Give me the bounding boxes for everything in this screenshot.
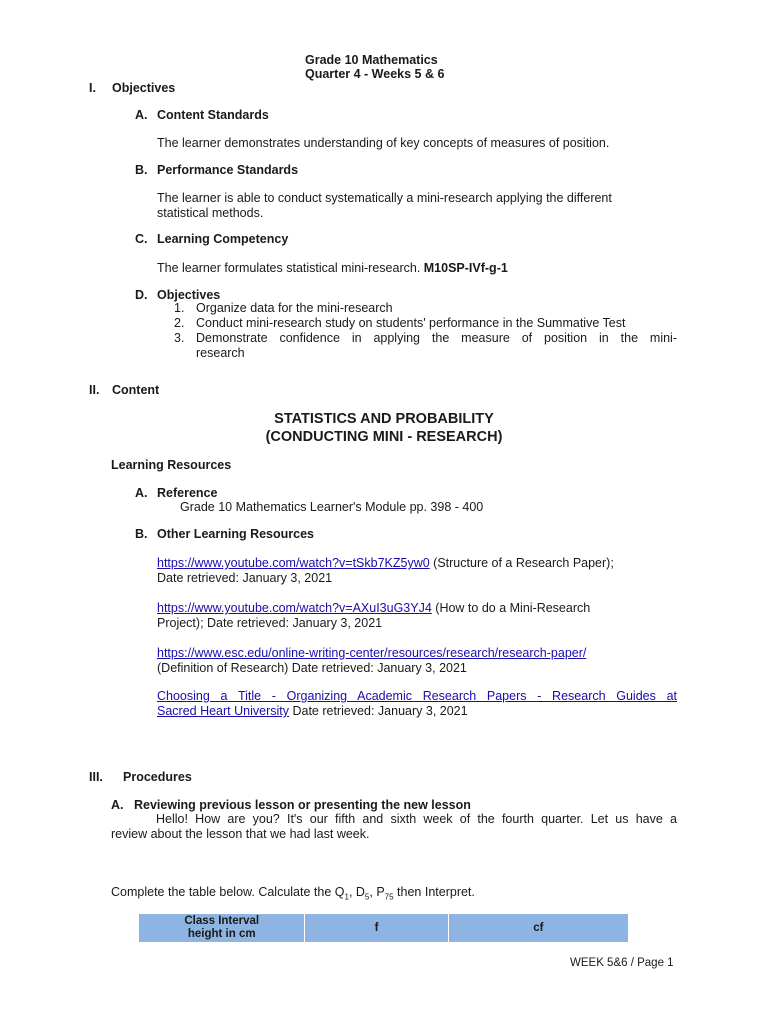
- list-item-number: 3.: [174, 331, 185, 345]
- instruction-text: Complete the table below. Calculate the Q: [111, 885, 345, 899]
- instruction-text: then Interpret.: [393, 885, 475, 899]
- resource-link[interactable]: https://www.esc.edu/online-writing-center/resources/research/research-paper/: [157, 646, 587, 660]
- subsection-title: Reference: [157, 486, 218, 500]
- subsection-title: Other Learning Resources: [157, 527, 314, 541]
- resource-entry: [157, 646, 586, 661]
- list-item: Conduct mini-research study on students' performance in the Summative Test: [196, 316, 626, 330]
- header-line: height in cm: [187, 928, 256, 940]
- review-paragraph: Hello! How are you? It's our fifth and sixth week of the fourth quarter. Let us have a: [156, 812, 677, 826]
- doc-title-line1: Grade 10 Mathematics: [305, 53, 438, 67]
- section-number: I.: [89, 81, 96, 95]
- subsection-letter: A.: [135, 108, 148, 122]
- section-number: II.: [89, 383, 100, 397]
- resource-description: (Structure of a Research Paper);: [429, 556, 614, 570]
- list-item-number: 2.: [174, 316, 185, 330]
- subsection-letter: B.: [135, 163, 148, 177]
- column-header-cumulative-frequency: cf: [448, 914, 628, 943]
- column-header-frequency: f: [305, 914, 448, 943]
- performance-standards-text: The learner is able to conduct systematically a mini-research applying the different: [157, 191, 612, 205]
- subsection-letter: A.: [111, 798, 124, 812]
- list-item-number: 1.: [174, 301, 185, 315]
- lesson-title-line1: STATISTICS AND PROBABILITY: [274, 411, 494, 427]
- list-item: research: [196, 346, 245, 360]
- resource-date: Project); Date retrieved: January 3, 2021: [157, 616, 383, 630]
- subsection-title: Learning Competency: [157, 232, 289, 246]
- resource-entry: [157, 689, 677, 704]
- section-title: Content: [112, 383, 160, 397]
- review-paragraph: review about the lesson that we had last week.: [111, 827, 370, 841]
- learning-resources-heading: Learning Resources: [111, 458, 232, 472]
- subsection-letter: A.: [135, 486, 148, 500]
- q-subscript: 1: [344, 892, 349, 902]
- subsection-title: Performance Standards: [157, 163, 299, 177]
- reference-text: Grade 10 Mathematics Learner's Module pp. 398 - 400: [180, 500, 484, 514]
- resource-date: Date retrieved: January 3, 2021: [289, 704, 468, 718]
- resource-entry: [157, 556, 614, 571]
- performance-standards-text: statistical methods.: [157, 206, 264, 220]
- subsection-letter: C.: [135, 232, 148, 246]
- table-header-row: [139, 914, 629, 943]
- subsection-title: Reviewing previous lesson or presenting the new lesson: [134, 798, 471, 812]
- instruction-text: , D: [348, 885, 365, 899]
- resource-link[interactable]: Choosing a Title - Organizing Academic Research Papers - Research Guides at: [157, 689, 677, 703]
- subsection-title: Objectives: [157, 288, 221, 302]
- lesson-title-line2: (CONDUCTING MINI - RESEARCH): [265, 429, 503, 445]
- competency-code: M10SP-IVf-g-1: [423, 261, 508, 275]
- resource-entry: [157, 704, 468, 719]
- resource-link[interactable]: Sacred Heart University: [157, 704, 289, 718]
- frequency-table: [138, 913, 629, 943]
- content-standards-text: The learner demonstrates understanding of key concepts of measures of position.: [157, 136, 610, 150]
- table-instruction: [111, 885, 475, 905]
- subsection-letter: B.: [135, 527, 148, 541]
- competency-sentence: The learner formulates statistical mini-research.: [157, 261, 424, 275]
- subsection-title: Content Standards: [157, 108, 269, 122]
- resource-date: (Definition of Research) Date retrieved: January 3, 2021: [157, 661, 467, 675]
- section-number: III.: [89, 770, 103, 784]
- p-subscript: 75: [384, 892, 394, 902]
- column-header-class-interval: [139, 914, 305, 943]
- learning-competency-text: [157, 261, 508, 276]
- resource-link[interactable]: https://www.youtube.com/watch?v=tSkb7KZ5yw0: [157, 556, 430, 570]
- resource-entry: [157, 601, 590, 616]
- d-subscript: 5: [364, 892, 370, 902]
- instruction-text: , P: [369, 885, 385, 899]
- resource-link[interactable]: https://www.youtube.com/watch?v=AXuI3uG3YJ4: [157, 601, 432, 615]
- header-line: Class Interval: [184, 915, 260, 927]
- list-item: Demonstrate confidence in applying the measure of position in the mini-: [196, 331, 677, 345]
- page-footer: WEEK 5&6 / Page 1: [570, 957, 674, 969]
- subsection-letter: D.: [135, 288, 148, 302]
- resource-date: Date retrieved: January 3, 2021: [157, 571, 333, 585]
- list-item: Organize data for the mini-research: [196, 301, 393, 315]
- section-title: Objectives: [112, 81, 176, 95]
- doc-title-line2: Quarter 4 - Weeks 5 & 6: [305, 67, 445, 81]
- resource-description: (How to do a Mini-Research: [431, 601, 591, 615]
- section-title: Procedures: [123, 770, 192, 784]
